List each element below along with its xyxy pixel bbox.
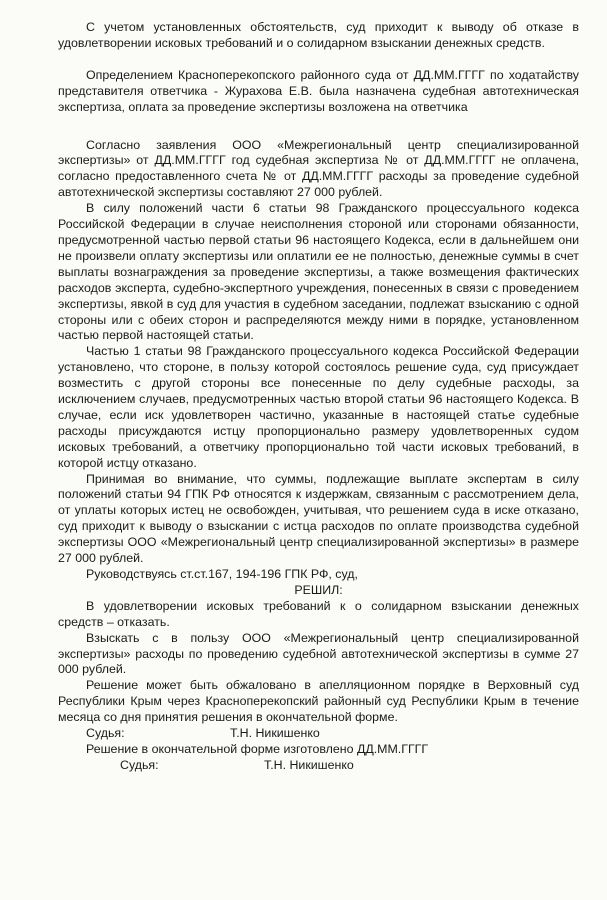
- judge-label: Судья:: [120, 757, 159, 772]
- resolution-refusal: В удовлетворении исковых требований к о солидарном взыскании денежных средств – отказать.: [58, 598, 579, 629]
- paragraph-article-98-part-1: Частью 1 статьи 98 Гражданского процессуального кодекса Российской Федерации установлено, что стороне, в пользу которой состоялось решение суда, суд присуждает возместить с другой стороны все понесенные по делу судебные расходы, за исключением случаев, предусмотренных частью второй статьи 96 настоящего Кодекса. В случае, если иск удовлетворен частично, указанные в настоящей статье судебные расходы присуждаются истцу пропорционально размеру удовлетворенных судом исковых требований, а ответчику пропорционально той части исковых требований, в которой истцу отказано.: [58, 344, 579, 470]
- paragraph-article-98-part-6: В силу положений части 6 статьи 98 Гражданского процессуального кодекса Российской Федерации в случае неисполнения стороной или сторонами обязанности, предусмотренной частью первой статьи 96 настоящего Кодекса, если в дальнейшем они не произвели оплату экспертизы или оплатили ее не полностью, денежные суммы в счет выплаты вознаграждения за проведение экспертизы, а также возмещения фактических расходов эксперта, судебно-экспертного учреждения, понесенных в связи с проведением экспертизы, явкой в суд для участия в судебном заседании, подлежат взысканию с одной стороны или с обеих сторон и распределяются между ними в порядке, установленном частью первой настоящей статьи.: [58, 201, 579, 343]
- final-form-note: Решение в окончательной форме изготовлено ДД.ММ.ГГГГ: [86, 741, 429, 756]
- judge-name: Т.Н. Никишенко: [264, 757, 354, 772]
- resolution-recover-costs: Взыскать с в пользу ООО «Межрегиональный центр специализированной экспертизы» расходы по проведению судебной автотехнической экспертизы в сумме 27 000 рублей.: [58, 630, 579, 677]
- judge-name: Т.Н. Никишенко: [230, 726, 320, 741]
- paragraph-expert-invoice: Согласно заявления ООО «Межрегиональный центр специализированной экспертизы» от ДД.ММ.ГГГГ год судебная экспертиза № от ДД.ММ.ГГГГ не оплачена, согласно предоставленного счета № от ДД.ММ.ГГГГ расходы за проведение судебной автотехнической экспертизы составляют 27 000 рублей.: [58, 137, 579, 200]
- resolved-heading: РЕШИЛ:: [294, 582, 343, 597]
- judge-signature-1: [58, 726, 579, 742]
- paragraph-conclusion: С учетом установленных обстоятельств, суд приходит к выводу об отказе в удовлетворении исковых требований и о солидарном взыскании денежных средств.: [58, 20, 579, 50]
- judge-label: Судья:: [86, 726, 125, 741]
- paragraph-expenses-reasoning: Принимая во внимание, что суммы, подлежащие выплате экспертам в силу положений статьи 94 ГПК РФ относятся к издержкам, связанным с рассмотрением дела, от уплаты которых истец не освобожден, учитывая, что решением суда в иске отказано, суд приходит к выводу о взыскании с истца расходов по оплате производства судебной экспертизы ООО «Межрегиональный центр специализированной экспертизы» в размере 27 000 рублей.: [58, 471, 579, 566]
- judge-signature-2: [58, 758, 579, 774]
- resolution-appeal-notice: Решение может быть обжаловано в апелляционном порядке в Верховный суд Республики Крым через Красноперекопский районный суд Республики Крым в течение месяца со дня принятия решения в окончательной форме.: [58, 678, 579, 725]
- paragraph-guided-by: Руководствуясь ст.ст.167, 194-196 ГПК РФ, суд,: [86, 567, 358, 581]
- paragraph-expert-appointment: Определением Красноперекопского районного суда от ДД.ММ.ГГГГ по ходатайству представителя ответчика - Журахова Е.В. была назначена судебная автотехническая экспертиза, оплата за проведение экспертизы возложена на ответчика: [58, 67, 579, 114]
